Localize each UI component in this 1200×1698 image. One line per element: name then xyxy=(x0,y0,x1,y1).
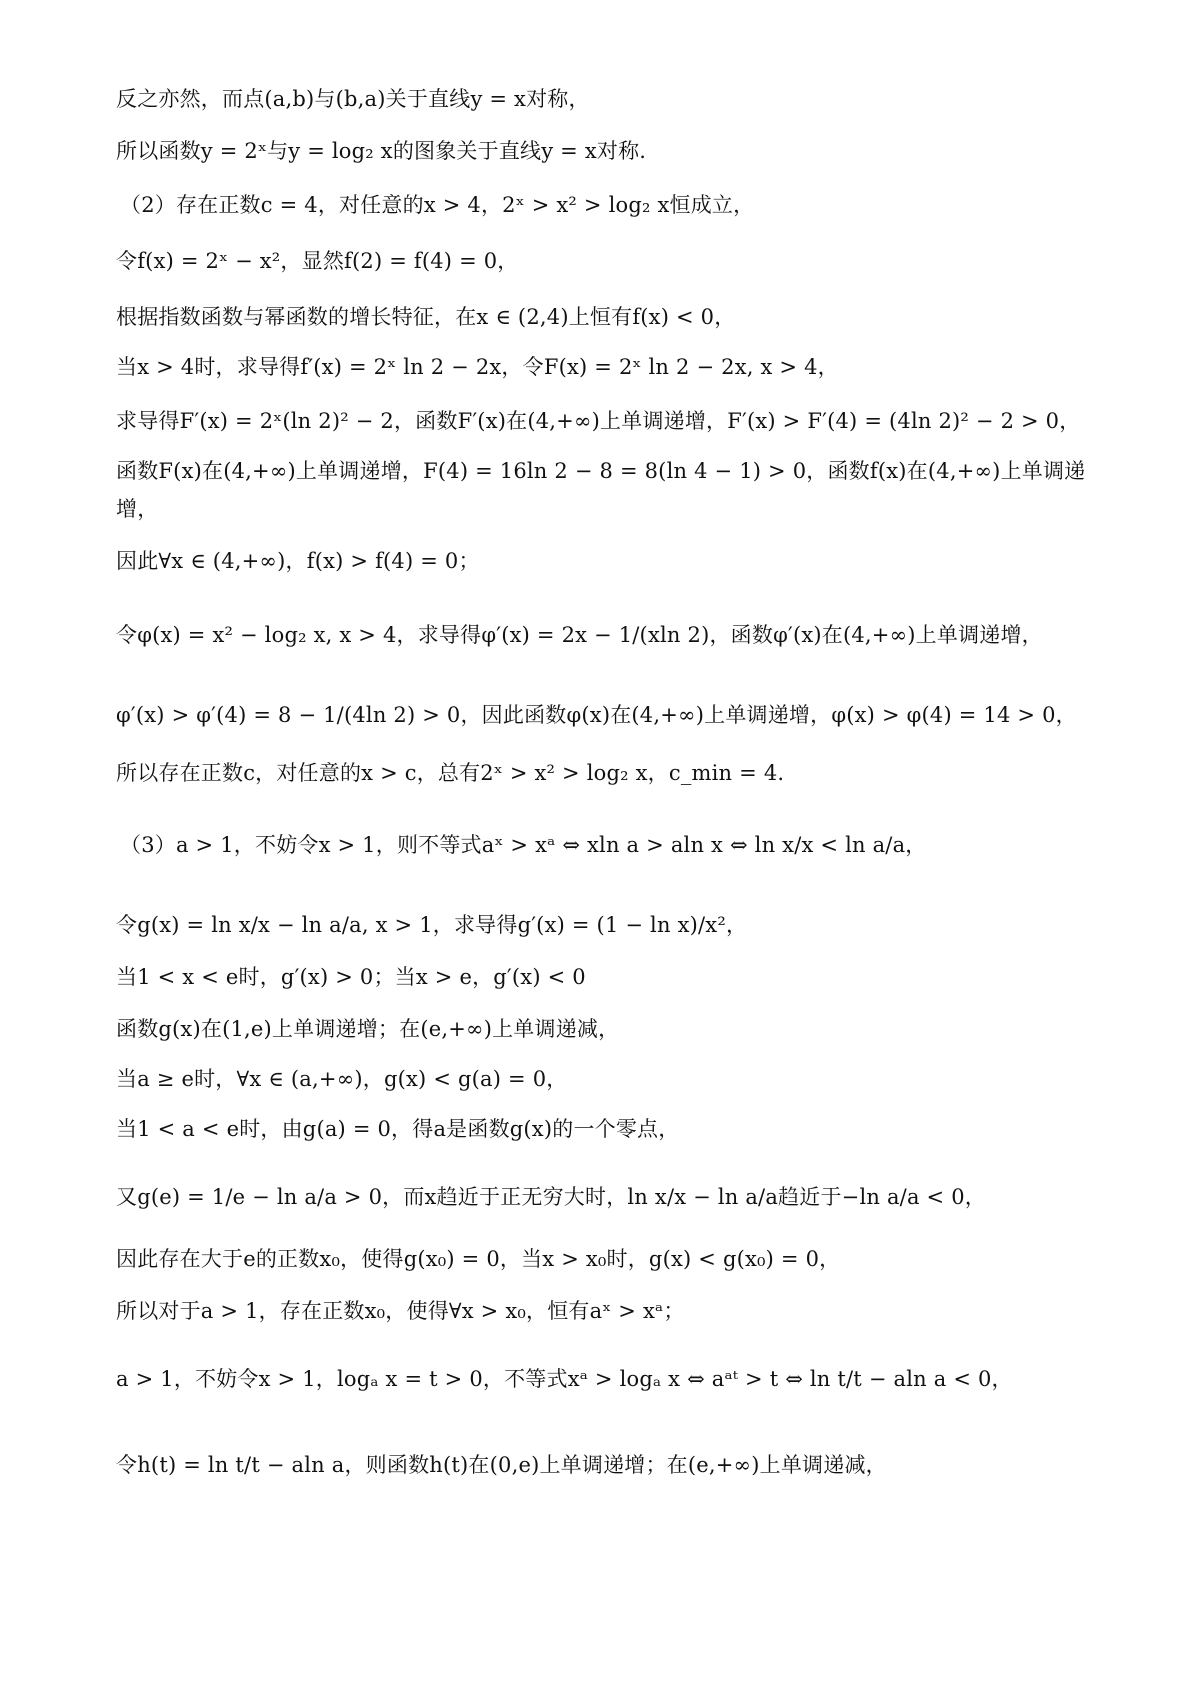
text-line: 所以对于a > 1，存在正数x₀，使得∀x > x₀，恒有aˣ > xᵃ； xyxy=(116,1299,685,1323)
text-line: 函数F(x)在(4,+∞)上单调递增，F(4) = 16ln 2 − 8 = 8(ln 4 − 1) > 0，函数f(x)在(4,+∞)上单调递 xyxy=(116,459,1086,483)
text-line: 因此存在大于e的正数x₀，使得g(x₀) = 0，当x > x₀时，g(x) < g(x₀) = 0， xyxy=(116,1247,841,1271)
text-line: 当1 < x < e时，g′(x) > 0；当x > e，g′(x) < 0 xyxy=(116,965,586,989)
text-line: 令g(x) = ln x/x − ln a/a, x > 1，求导得g′(x) = (1 − ln x)/x²， xyxy=(116,913,748,937)
text-line: a > 1，不妨令x > 1，logₐ x = t > 0，不等式xᵃ > logₐ x ⇔ aᵃᵗ > t ⇔ ln t/t − aln a < 0， xyxy=(116,1367,1013,1391)
text-line: 又g(e) = 1/e − ln a/a > 0，而x趋近于正无穷大时，ln x/x − ln a/a趋近于−ln a/a < 0， xyxy=(116,1185,986,1209)
text-line: 当1 < a < e时，由g(a) = 0，得a是函数g(x)的一个零点， xyxy=(116,1117,680,1141)
text-line: 根据指数函数与幂函数的增长特征，在x ∈ (2,4)上恒有f(x) < 0， xyxy=(116,305,736,329)
text-line: 令h(t) = ln t/t − aln a，则函数h(t)在(0,e)上单调递增；在(e,+∞)上单调递减， xyxy=(116,1453,887,1477)
text-line: 求导得F′(x) = 2ˣ(ln 2)² − 2，函数F′(x)在(4,+∞)上单调递增，F′(x) > F′(4) = (4ln 2)² − 2 > 0， xyxy=(116,409,1081,433)
text-line: （2）存在正数c = 4，对任意的x > 4，2ˣ > x² > log₂ x恒成立， xyxy=(120,193,755,217)
text-line: 当a ≥ e时，∀x ∈ (a,+∞)，g(x) < g(a) = 0， xyxy=(116,1067,568,1091)
text-line: φ′(x) > φ′(4) = 8 − 1/(4ln 2) > 0，因此函数φ(x)在(4,+∞)上单调递增，φ(x) > φ(4) = 14 > 0， xyxy=(116,703,1077,727)
text-line: 反之亦然，而点(a,b)与(b,a)关于直线y = x对称， xyxy=(116,87,590,111)
text-line: 令f(x) = 2ˣ − x²，显然f(2) = f(4) = 0， xyxy=(116,249,519,273)
text-line: 所以函数y = 2ˣ与y = log₂ x的图象关于直线y = x对称. xyxy=(116,139,647,163)
text-line: 所以存在正数c，对任意的x > c，总有2ˣ > x² > log₂ x，c_min = 4. xyxy=(116,761,785,785)
text-line: （3）a > 1，不妨令x > 1，则不等式aˣ > xᵃ ⇔ xln a > aln x ⇔ ln x/x < ln a/a， xyxy=(120,833,927,857)
text-line: 函数g(x)在(1,e)上单调递增；在(e,+∞)上单调递减， xyxy=(116,1017,620,1041)
text-line: 因此∀x ∈ (4,+∞)，f(x) > f(4) = 0； xyxy=(116,549,480,573)
text-line: 增， xyxy=(116,497,159,521)
text-line: 令φ(x) = x² − log₂ x, x > 4，求导得φ′(x) = 2x − 1/(xln 2)，函数φ′(x)在(4,+∞)上单调递增， xyxy=(116,623,1043,647)
text-line: 当x > 4时，求导得f′(x) = 2ˣ ln 2 − 2x，令F(x) = 2ˣ ln 2 − 2x, x > 4， xyxy=(116,355,839,379)
